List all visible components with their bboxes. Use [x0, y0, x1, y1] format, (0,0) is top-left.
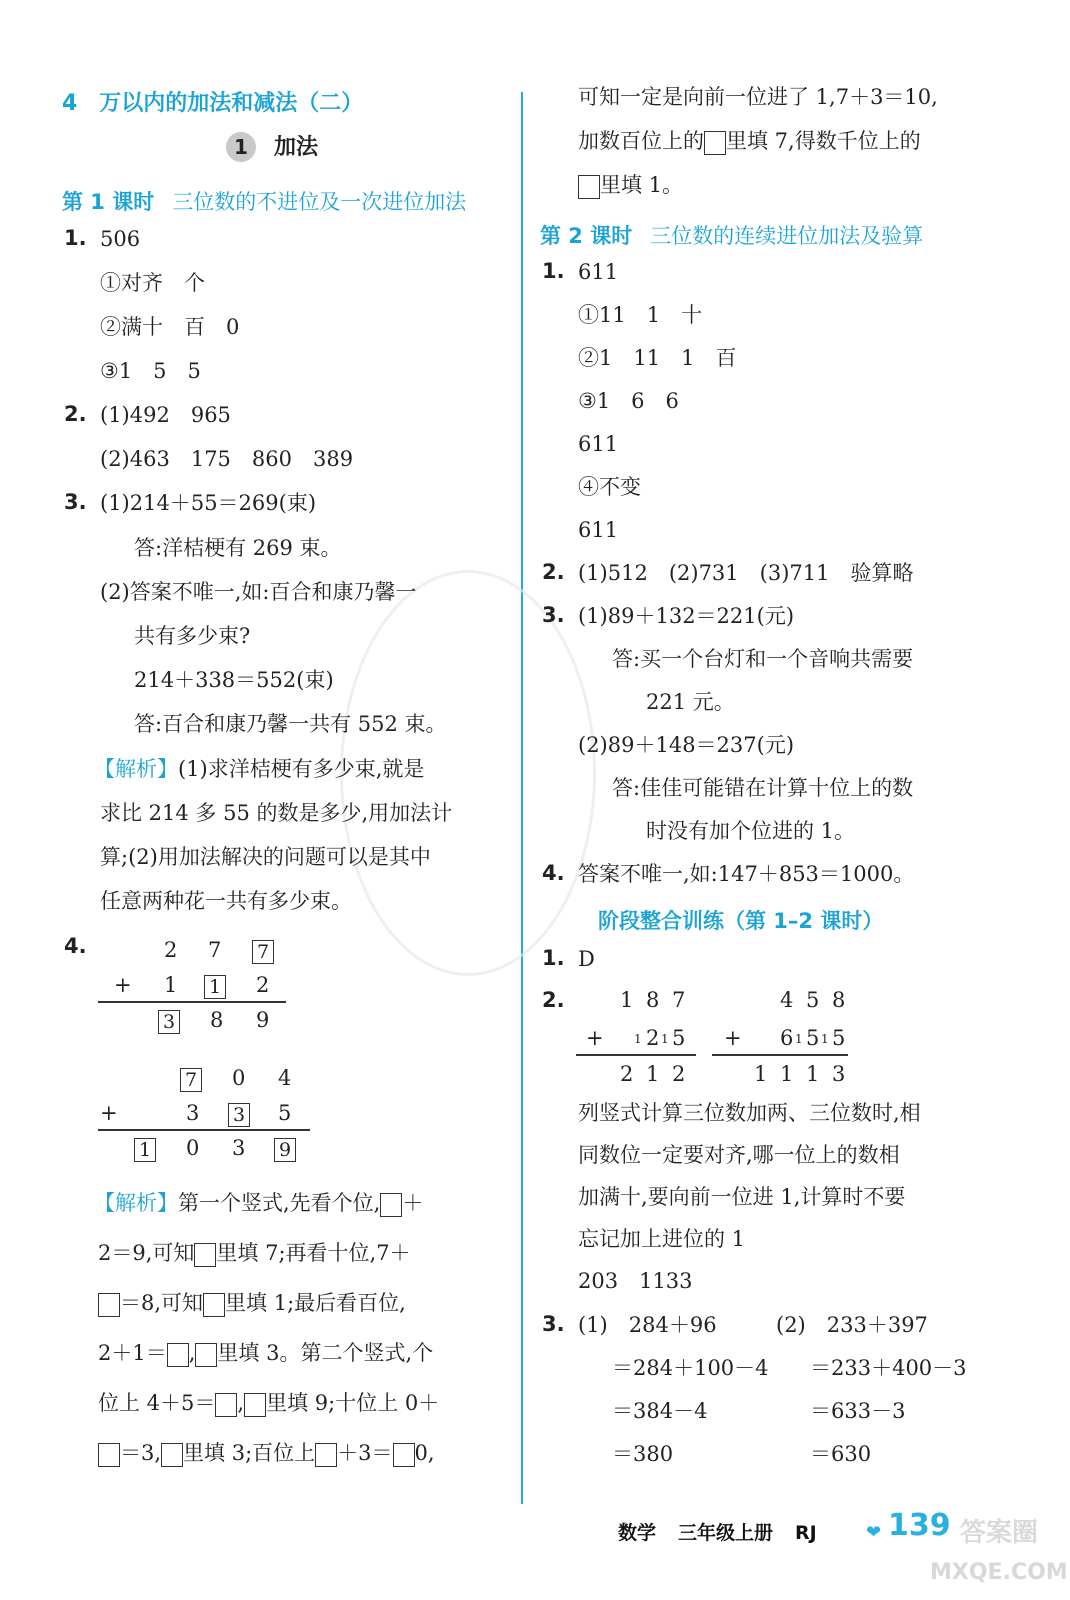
- s-q2-note-a: 列竖式计算三位数加两、三位数时,相: [578, 1101, 921, 1125]
- v4-r2-d2: 5: [806, 1026, 820, 1050]
- analysis-2-line-e: [98, 1390, 439, 1417]
- blank-box: [195, 1343, 217, 1367]
- v4-r1-d2: 5: [806, 988, 820, 1012]
- blank-box: [194, 1243, 216, 1267]
- v2-box: 1: [134, 1138, 156, 1162]
- analysis-2-text: ,: [237, 1391, 245, 1415]
- v1-r2-d3: 2: [256, 973, 270, 997]
- s-q3-number: 3.: [542, 1312, 565, 1336]
- v3-r1-d3: 7: [672, 988, 686, 1012]
- q3-line-c: (2)答案不唯一,如:百合和康乃馨一: [100, 580, 417, 604]
- v3-r1-d2: 8: [646, 988, 660, 1012]
- analysis-2-text: 位上 4＋5＝: [98, 1391, 216, 1415]
- v2-box: 3: [228, 1103, 250, 1127]
- v2-box: 9: [274, 1138, 296, 1162]
- s-q2-note-c: 加满十,要向前一位进 1,计算时不要: [578, 1185, 906, 1209]
- s-q2-number: 2.: [542, 988, 565, 1012]
- analysis-2-text: ＝3,: [120, 1441, 162, 1465]
- s-q3-right-1: (2) 233＋397: [776, 1313, 928, 1337]
- right-cont-text: 里填 1。: [600, 173, 684, 197]
- s-q3-left-2: ＝284＋100－4: [612, 1356, 769, 1380]
- v2-r3-d2: 0: [186, 1136, 200, 1160]
- lesson2-title: 三位数的连续进位加法及验算: [650, 224, 924, 248]
- s-q3-left-3: ＝384－4: [612, 1399, 708, 1423]
- s-q2-note-b: 同数位一定要对齐,哪一位上的数相: [578, 1143, 900, 1167]
- v2-box: 7: [180, 1068, 202, 1092]
- v2-plus: +: [100, 1101, 118, 1125]
- q3-line-d: 共有多少束?: [134, 624, 251, 648]
- section-label: 加法: [274, 135, 319, 160]
- footer-subject: 数学: [618, 1522, 657, 1544]
- analysis-1-line-a: (1)求洋桔梗有多少束,就是: [178, 757, 425, 781]
- blank-box: [315, 1443, 337, 1467]
- blank-box: [98, 1293, 120, 1317]
- analysis-2-line-d: [98, 1340, 433, 1367]
- unit-title: 4 万以内的加法和减法（二）: [62, 91, 364, 116]
- analysis-1-line-c: 算;(2)用加法解决的问题可以是其中: [100, 845, 431, 869]
- watermark-logo: 答案圈: [960, 1518, 1039, 1548]
- q3-line-a: (1)214＋55＝269(束): [100, 491, 317, 515]
- v3-r2-d2: 2: [646, 1026, 660, 1050]
- right-cont-a: 可知一定是向前一位进了 1,7＋3＝10,: [578, 85, 938, 109]
- lesson2-label: 第 2 课时: [540, 224, 633, 248]
- s-q2-answer: 203 1133: [578, 1269, 693, 1293]
- v4-r1-d1: 4: [780, 988, 794, 1012]
- v1-r3-d2: 8: [210, 1008, 224, 1032]
- footer-grade: 三年级上册: [678, 1522, 774, 1544]
- q3-number: 3.: [64, 490, 87, 514]
- q4-number: 4.: [64, 934, 87, 958]
- right-cont-text: 加数百位上的: [578, 129, 704, 153]
- analysis-1-line-d: 任意两种花一共有多少束。: [100, 889, 352, 913]
- section-number: 1: [226, 132, 256, 162]
- r-q1-line-f: 611: [578, 518, 619, 542]
- r-q4-line-a: 答案不唯一,如:147＋853＝1000。: [578, 862, 915, 886]
- v3-r3-d3: 2: [672, 1062, 686, 1086]
- lesson1-heading: [62, 186, 466, 216]
- analysis-2-line-f: [98, 1440, 435, 1467]
- v3-r3-d2: 1: [646, 1062, 660, 1086]
- analysis-1-line-b: 求比 214 多 55 的数是多少,用加法计: [100, 801, 453, 825]
- analysis-2-tag: 【解析】: [94, 1191, 178, 1215]
- blank-box: [393, 1443, 415, 1467]
- v2-r1-d2: 0: [232, 1066, 246, 1090]
- v1-r1-d3-box: [252, 938, 274, 964]
- q1-answer: 506: [100, 227, 141, 251]
- heart-icon: ❤: [866, 1522, 882, 1543]
- q3-line-b: 答:洋桔梗有 269 束。: [134, 536, 342, 560]
- analysis-2-text: ＝8,可知: [120, 1291, 204, 1315]
- s-q3-right-4: ＝630: [810, 1442, 872, 1466]
- v4-line: [712, 1054, 848, 1056]
- v3-carry-1: 1: [634, 1032, 642, 1046]
- footer-edition: RJ: [795, 1522, 817, 1544]
- blank-box: [578, 175, 600, 199]
- v1-box: 3: [158, 1010, 180, 1034]
- r-q4-number: 4.: [542, 861, 565, 885]
- q2-line-b: (2)463 175 860 389: [100, 447, 354, 471]
- s-q3-left-4: ＝380: [612, 1442, 674, 1466]
- v2-r3-d1-box: [134, 1136, 156, 1162]
- blank-box: [380, 1193, 402, 1217]
- v1-box: 7: [252, 940, 274, 964]
- right-cont-c: [578, 172, 683, 199]
- v2-r3-d4-box: [274, 1136, 296, 1162]
- analysis-2-text: 里填 7;再看十位,7＋: [216, 1241, 411, 1265]
- q3-line-e: 214＋338＝552(束): [134, 668, 334, 692]
- v1-r2-d2-box: [204, 973, 226, 999]
- v1-r3-d1-box: [158, 1008, 180, 1034]
- r-q1-line-d: 611: [578, 432, 619, 456]
- v4-plus: +: [724, 1026, 742, 1050]
- r-q3-line-f: 时没有加个位进的 1。: [646, 819, 856, 843]
- v3-r1-d1: 1: [620, 988, 634, 1012]
- r-q1-line-a: ①11 1 十: [578, 303, 703, 327]
- blank-box: [215, 1393, 237, 1417]
- v1-plus: +: [114, 973, 132, 997]
- r-q3-line-b: 答:买一个台灯和一个音响共需要: [612, 647, 914, 671]
- v4-r2-d3: 5: [832, 1026, 846, 1050]
- v2-line: [98, 1129, 310, 1131]
- v1-r1-d1: 2: [164, 938, 178, 962]
- q1-line-a: ①对齐 个: [100, 271, 205, 295]
- v4-r2-d1: 6: [780, 1026, 794, 1050]
- q1-number: 1.: [64, 226, 87, 250]
- lesson2-heading: [540, 220, 923, 250]
- s-q1-answer: D: [578, 947, 595, 971]
- v1-line: [98, 1001, 286, 1003]
- r-q2-line-a: (1)512 (2)731 (3)711 验算略: [578, 561, 914, 585]
- r-q1-line-e: ④不变: [578, 475, 641, 499]
- q1-line-c: ③1 5 5: [100, 359, 201, 383]
- v4-carry-1: 1: [795, 1032, 803, 1046]
- r-q1-number: 1.: [542, 259, 565, 283]
- blank-box: [704, 131, 726, 155]
- q3-line-f: 答:百合和康乃馨一共有 552 束。: [134, 712, 447, 736]
- blank-box: [161, 1443, 183, 1467]
- v2-r2-d3: 5: [278, 1101, 292, 1125]
- q1-line-b: ②满十 百 0: [100, 315, 240, 339]
- blank-box: [244, 1393, 266, 1417]
- v4-r3-d3: 1: [806, 1062, 820, 1086]
- analysis-2-text: 第一个竖式,先看个位,: [178, 1191, 381, 1215]
- analysis-2-text: ＋3＝: [337, 1441, 393, 1465]
- blank-box: [167, 1343, 189, 1367]
- analysis-2-line-c: [98, 1290, 406, 1317]
- v2-r1-d1-box: [180, 1066, 202, 1092]
- v2-r1-d3: 4: [278, 1066, 292, 1090]
- v1-box: 1: [204, 975, 226, 999]
- r-q3-line-d: (2)89＋148＝237(元): [578, 733, 795, 757]
- lesson1-label: 第 1 课时: [62, 190, 155, 214]
- v4-r3-d1: 1: [754, 1062, 768, 1086]
- analysis-2-line-b: [98, 1240, 411, 1267]
- analysis-2-text: 2＝9,可知: [98, 1241, 195, 1265]
- s-q3-right-2: ＝233＋400－3: [810, 1356, 967, 1380]
- analysis-2-text: 0,: [414, 1441, 435, 1465]
- r-q3-line-e: 答:佳佳可能错在计算十位上的数: [612, 776, 914, 800]
- analysis-2-text: 2＋1＝: [98, 1341, 167, 1365]
- v3-carry-2: 1: [661, 1032, 669, 1046]
- analysis-2-text: 里填 9;十位上 0＋: [266, 1391, 440, 1415]
- section-title: [226, 130, 318, 162]
- analysis-2-line-a: [94, 1190, 423, 1217]
- lesson1-title: 三位数的不进位及一次进位加法: [172, 190, 467, 214]
- analysis-2-text: ,: [188, 1341, 196, 1365]
- v3-plus: +: [586, 1026, 604, 1050]
- v1-r3-d3: 9: [256, 1008, 270, 1032]
- s-q1-number: 1.: [542, 946, 565, 970]
- stage-heading: 阶段整合训练（第 1–2 课时）: [598, 909, 884, 933]
- q2-number: 2.: [64, 402, 87, 426]
- watermark-url: MXQE.COM: [930, 1560, 1068, 1585]
- blank-box: [203, 1293, 225, 1317]
- v3-r2-d3: 5: [672, 1026, 686, 1050]
- v4-r3-d4: 3: [832, 1062, 846, 1086]
- page-number: 139: [888, 1508, 951, 1543]
- v1-r2-d1: 1: [164, 973, 178, 997]
- v4-carry-2: 1: [821, 1032, 829, 1046]
- v3-line: [576, 1054, 696, 1056]
- v4-r1-d3: 8: [832, 988, 846, 1012]
- right-cont-b: [578, 128, 921, 155]
- v2-r2-d1: 3: [186, 1101, 200, 1125]
- s-q2-note-d: 忘记加上进位的 1: [578, 1227, 746, 1251]
- v2-r2-d2-box: [228, 1101, 250, 1127]
- v1-r1-d2: 7: [208, 938, 222, 962]
- analysis-1: [94, 756, 424, 782]
- r-q1-line-c: ③1 6 6: [578, 389, 679, 413]
- r-q1-answer: 611: [578, 260, 619, 284]
- r-q1-line-b: ②1 11 1 百: [578, 346, 737, 370]
- analysis-2-text: 里填 3。第二个竖式,个: [217, 1341, 434, 1365]
- analysis-2-text: ＋: [402, 1191, 424, 1215]
- r-q2-number: 2.: [542, 560, 565, 584]
- v3-r3-d1: 2: [620, 1062, 634, 1086]
- s-q3-left-1: (1) 284＋96: [578, 1313, 717, 1337]
- right-cont-text: 里填 7,得数千位上的: [726, 129, 921, 153]
- v4-r3-d2: 1: [780, 1062, 794, 1086]
- analysis-tag: 【解析】: [94, 757, 178, 781]
- q2-line-a: (1)492 965: [100, 403, 231, 427]
- blank-box: [98, 1443, 120, 1467]
- r-q3-line-a: (1)89＋132＝221(元): [578, 604, 795, 628]
- s-q3-right-3: ＝633－3: [810, 1399, 906, 1423]
- r-q3-line-c: 221 元。: [646, 690, 735, 714]
- analysis-2-text: 里填 3;百位上: [183, 1441, 316, 1465]
- v2-r3-d3: 3: [232, 1136, 246, 1160]
- page-footer: [618, 1518, 839, 1545]
- r-q3-number: 3.: [542, 603, 565, 627]
- analysis-2-text: 里填 1;最后看百位,: [225, 1291, 406, 1315]
